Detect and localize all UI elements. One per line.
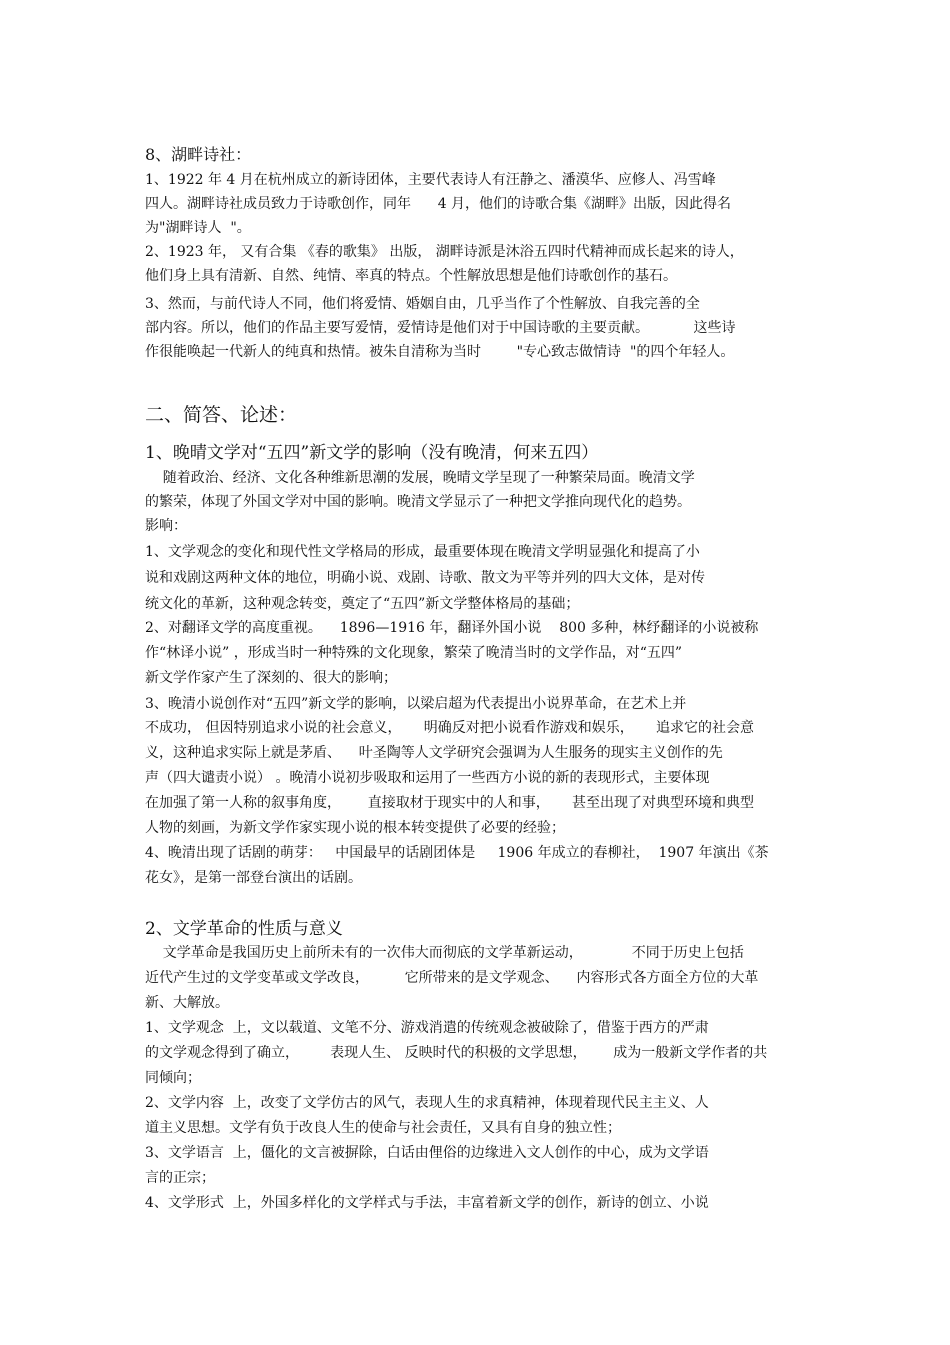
paragraph-line: 3、文学语言 上，僵化的文言被摒除，白话由俚俗的边缘进入文人创作的中心，成为文学语	[145, 1145, 709, 1161]
paragraph-line: 说和戏剧这两种文体的地位，明确小说、戏剧、诗歌、散文为平等并列的四大文体，是对传	[145, 570, 705, 586]
question-1-title: 1、晚晴文学对“五四”新文学的影响（没有晚清，何来五四）	[145, 443, 599, 463]
paragraph-line: 随着政治、经济、文化各种维新思潮的发展，晚晴文学呈现了一种繁荣局面。晚清文学	[145, 470, 695, 486]
paragraph-line: 2、文学内容 上，改变了文学仿古的风气，表现人生的求真精神，体现着现代民主主义、人	[145, 1095, 709, 1111]
paragraph-line: 统文化的革新，这种观念转变，奠定了“五四”新文学整体格局的基础；	[145, 596, 580, 612]
paragraph-line: 他们身上具有清新、自然、纯情、率真的特点。个性解放思想是他们诗歌创作的基石。	[145, 268, 677, 284]
paragraph-line: 花女》，是第一部登台演出的话剧。	[145, 870, 362, 886]
paragraph-line: 4、晚清出现了话剧的萌芽： 中国最早的话剧团体是 1906 年成立的春柳社， 1907 年演出《茶	[145, 845, 769, 861]
paragraph-line: 2、1923 年， 又有合集 《春的歌集》 出版， 湖畔诗派是沐浴五四时代精神而成长起来的诗人，	[145, 244, 744, 260]
paragraph-line: 1、文学观念的变化和现代性文学格局的形成，最重要体现在晚清文学明显强化和提高了小	[145, 544, 700, 560]
question-2-title: 2、文学革命的性质与意义	[145, 919, 343, 939]
paragraph-line: 3、然而，与前代诗人不同，他们将爱情、婚姻自由，几乎当作了个性解放、自我完善的全	[145, 296, 700, 312]
paragraph-line: 1、文学观念 上，文以载道、文笔不分、游戏消遣的传统观念被破除了，借鉴于西方的严肃	[145, 1020, 709, 1036]
paragraph-line: 3、晚清小说创作对“五四”新文学的影响，以梁启超为代表提出小说界革命，在艺术上并	[145, 696, 687, 712]
paragraph-line: 文学革命是我国历史上前所未有的一次伟大而彻底的文学革新运动， 不同于历史上包括	[145, 945, 744, 961]
paragraph-line: 新文学作家产生了深刻的、很大的影响；	[145, 670, 397, 686]
paragraph-line: 为"湖畔诗人 "。	[145, 220, 251, 236]
section-8-title: 8、湖畔诗社：	[145, 145, 252, 164]
paragraph-line: 道主义思想。文学有负于改良人生的使命与社会责任，又具有自身的独立性；	[145, 1120, 621, 1136]
paragraph-line: 义，这种追求实际上就是茅盾、 叶圣陶等人文学研究会强调为人生服务的现实主义创作的先	[145, 745, 723, 761]
paragraph-line: 4、文学形式 上，外国多样化的文学样式与手法，丰富着新文学的创作，新诗的创立、小说	[145, 1195, 709, 1211]
paragraph-line: 近代产生过的文学变革或文学改良， 它所带来的是文学观念、 内容形式各方面全方位的大革	[145, 970, 759, 986]
paragraph-line: 不成功， 但因特别追求小说的社会意义， 明确反对把小说看作游戏和娱乐， 追求它的社会意	[145, 720, 754, 736]
paragraph-line: 言的正宗；	[145, 1170, 215, 1186]
paragraph-line: 四人。湖畔诗社成员致力于诗歌创作，同年 4 月，他们的诗歌合集《湖畔》出版，因此得名	[145, 196, 732, 212]
paragraph-line: 作“林译小说” ，形成当时一种特殊的文化现象，繁荣了晚清当时的文学作品，对“五四”	[145, 645, 683, 661]
paragraph-line: 人物的刻画，为新文学作家实现小说的根本转变提供了必要的经验；	[145, 820, 565, 836]
paragraph-line: 声（四大谴责小说） 。晚清小说初步吸取和运用了一些西方小说的新的表现形式，主要体现	[145, 770, 710, 786]
paragraph-line: 2、对翻译文学的高度重视。 1896—1916 年，翻译外国小说 800 多种，林纾翻译的小说被称	[145, 620, 759, 636]
paragraph-line: 1、1922 年 4 月在杭州成立的新诗团体，主要代表诗人有汪静之、潘漠华、应修人、冯雪峰	[145, 172, 716, 188]
paragraph-line: 新、大解放。	[145, 995, 229, 1011]
paragraph-line: 的文学观念得到了确立， 表现人生、 反映时代的积极的文学思想， 成为一般新文学作者的共	[145, 1045, 768, 1061]
paragraph-line: 作很能唤起一代新人的纯真和热情。被朱自清称为当时 "专心致志做情诗 "的四个年轻人。	[145, 344, 735, 360]
section-heading: 二、简答、论述：	[145, 404, 298, 426]
paragraph-line: 的繁荣，体现了外国文学对中国的影响。晚清文学显示了一种把文学推向现代化的趋势。	[145, 494, 691, 510]
paragraph-line: 影响：	[145, 518, 187, 534]
paragraph-line: 同倾向；	[145, 1070, 201, 1086]
paragraph-line: 在加强了第一人称的叙事角度， 直接取材于现实中的人和事， 甚至出现了对典型环境和典型	[145, 795, 754, 811]
paragraph-line: 部内容。所以，他们的作品主要写爱情，爱情诗是他们对于中国诗歌的主要贡献。 这些诗	[145, 320, 736, 336]
